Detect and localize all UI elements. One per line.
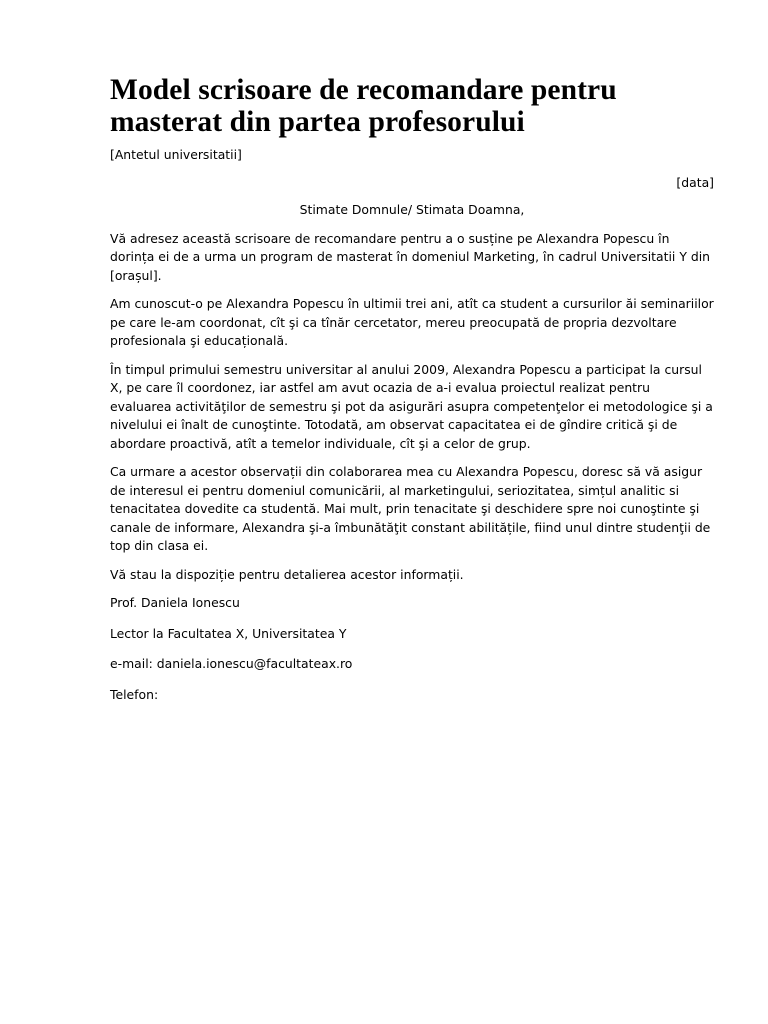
salutation: Stimate Domnule/ Stimata Doamna, xyxy=(299,202,525,217)
paragraph-intro: Vă adresez această scrisoare de recomandare pentru a o susține pe Alexandra Popescu în dorința ei de a urma un program de masterat în domeniul Marketing, în cadrul Universitatii Y din [orașul]. xyxy=(110,230,710,283)
signature-phone: Telefon: xyxy=(110,686,159,702)
paragraph-evaluation: În timpul primului semestru universitar al anului 2009, Alexandra Popescu a participat la cursul X, pe care îl coordonez, iar astfel am avut ocazia de a-i evalua proiectul realizat pentru evaluarea activităţilor de semestru şi pot da asigurări asupra competenţelor ei metodologice şi a nivelului ei înalt de cunoştinte. Totodată, am observat capacitatea ei de gîndire critică şi de abordare proactivă, atît a temelor individuale, cît şi a celor de grup. xyxy=(110,361,713,451)
signature-name: Prof. Daniela Ionescu xyxy=(110,595,240,610)
signature-position: Lector la Facultatea X, Universitatea Y xyxy=(110,625,347,641)
document-title: Model scrisoare de recomandare pentru masterat din partea profesorului xyxy=(110,74,617,138)
letter-page xyxy=(110,74,714,716)
paragraph-conclusion: Ca urmare a acestor observații din colaborarea mea cu Alexandra Popescu, doresc să vă asigur de interesul ei pentru domeniul comunicării, al marketingului, seriozitatea, simțul analitic si tenacitatea dovedite ca studentă. Mai mult, prin tenacitate şi deschidere spre noi cunoştinte şi canale de informare, Alexandra şi-a îmbunătăţit constant abilitățile, fiind unul dintre studenţii de top din clasa ei. xyxy=(110,464,711,553)
paragraph-closing: Vă stau la dispoziție pentru detalierea acestor informații. xyxy=(110,566,464,582)
letterhead-placeholder: [Antetul universitatii] xyxy=(110,147,242,162)
date-placeholder: [data] xyxy=(676,174,714,190)
letter-body xyxy=(110,146,714,704)
paragraph-acquaintance: Am cunoscut-o pe Alexandra Popescu în ultimii trei ani, atît ca student a cursurilor ăi seminariilor pe care le-am coordonat, cît şi ca tînăr cercetator, mereu preocupată de propria dezvoltare profesionala şi educațională. xyxy=(110,296,714,348)
signature-email: e-mail: daniela.ionescu@facultateax.ro xyxy=(110,656,353,671)
